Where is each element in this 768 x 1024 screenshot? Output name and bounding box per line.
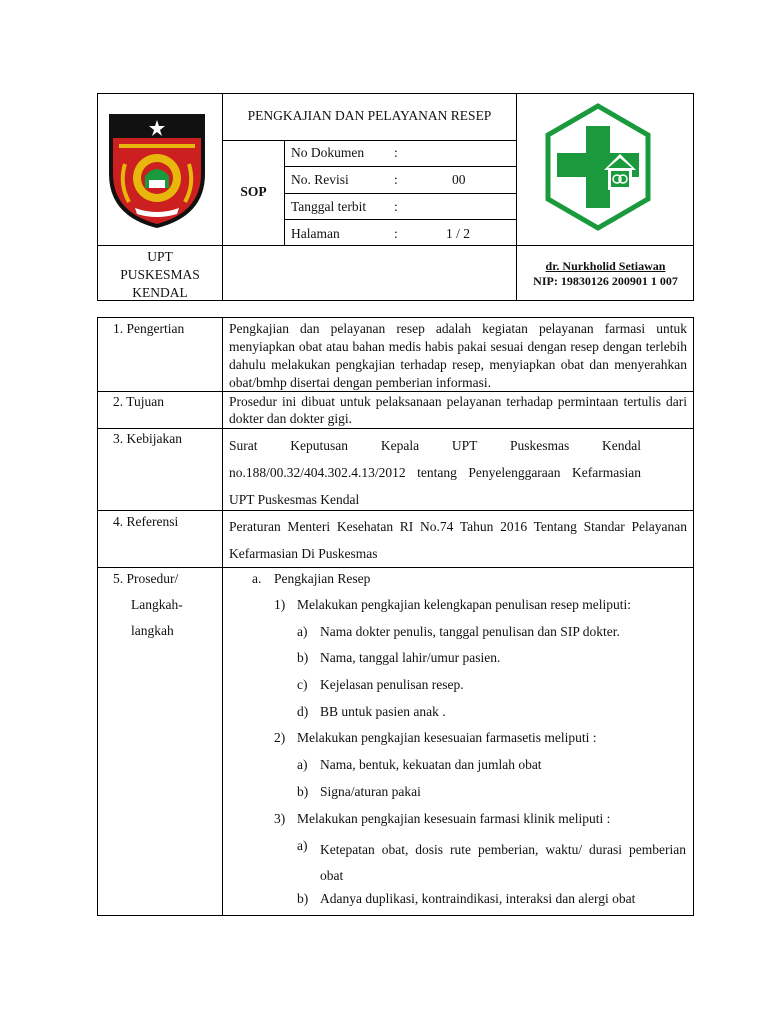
field-no-dokumen-colon: :	[394, 145, 398, 160]
section-label-referensi: 4. Referensi	[113, 514, 179, 529]
field-tanggal-terbit-colon: :	[394, 199, 398, 214]
substep-marker: b)	[297, 650, 309, 665]
substep-marker: a)	[297, 624, 308, 639]
field-no-revisi-colon: :	[394, 172, 398, 187]
section-label-tujuan: 2. Tujuan	[113, 394, 165, 409]
kendal-regency-logo	[105, 104, 209, 230]
step-text: Melakukan pengkajian kelengkapan penulisan resep meliputi:	[297, 597, 632, 612]
document-title: PENGKAJIAN DAN PELAYANAN RESEP	[247, 108, 492, 123]
procedure-a-title: Pengkajian Resep	[274, 571, 371, 586]
section-text-kebijakan: Surat Keputusan Kepala UPT Puskesmas Kendal no.188/00.32/404.302.4.13/2012 tentang Penyelenggaraan Kefarmasian UPT Puskesmas Kendal	[229, 438, 641, 507]
procedure-a-marker: a.	[252, 571, 262, 586]
step-text: Melakukan pengkajian kesesuaian farmasetis meliputi :	[297, 730, 597, 745]
substep-text: Nama, bentuk, kekuatan dan jumlah obat	[320, 757, 542, 772]
field-halaman-value: 1 / 2	[446, 226, 471, 241]
substep-text: Nama dokter penulis, tanggal penulisan dan SIP dokter.	[320, 624, 620, 639]
puskesmas-logo	[542, 102, 654, 232]
substep-text: Nama, tanggal lahir/umur pasien.	[320, 650, 501, 665]
section-text-referensi: Peraturan Menteri Kesehatan RI No.74 Tahun 2016 Tentang Standar Pelayanan Kefarmasian Di Puskesmas	[229, 519, 687, 561]
field-no-dokumen-label: No Dokumen	[291, 145, 365, 160]
field-no-revisi-label: No. Revisi	[291, 172, 349, 187]
section-label-prosedur-1: 5. Prosedur/	[113, 571, 179, 586]
substep-text: Ketepatan obat, dosis rute pemberian, waktu/ durasi pemberian obat	[320, 842, 686, 883]
org-name-line1: UPT	[147, 249, 173, 264]
field-halaman-colon: :	[394, 226, 398, 241]
step-marker: 1)	[274, 597, 286, 612]
substep-marker: c)	[297, 677, 308, 692]
substep-marker: a)	[297, 838, 308, 853]
step-text: Melakukan pengkajian kesesuain farmasi klinik meliputi :	[297, 811, 611, 826]
substep-marker: a)	[297, 757, 308, 772]
section-text-tujuan: Prosedur ini dibuat untuk pelaksanaan pelayanan terhadap permintaan tertulis dari dokter dan dokter gigi.	[229, 394, 687, 426]
section-label-prosedur-2: Langkah-	[131, 597, 183, 612]
signer-nip: NIP: 19830126 200901 1 007	[533, 274, 678, 288]
step-marker: 3)	[274, 811, 286, 826]
section-label-kebijakan: 3. Kebijakan	[113, 431, 182, 446]
step-marker: 2)	[274, 730, 286, 745]
org-name-line3: KENDAL	[132, 285, 188, 300]
substep-text: Kejelasan penulisan resep.	[320, 677, 464, 692]
section-label-prosedur-3: langkah	[131, 623, 174, 638]
substep-text: Signa/aturan pakai	[320, 784, 421, 799]
substep-marker: b)	[297, 891, 309, 906]
section-text-pengertian: Pengkajian dan pelayanan resep adalah kegiatan pelayanan farmasi untuk menyiapkan obat atau bahan medis habis pakai sesuai dengan resep dengan terlebih dahulu melakukan pengkajian terhadap resep, menyiapkan obat dan menyerahkan obat/bmhp disertai dengan pemberian informasi.	[229, 321, 687, 390]
signer-name: dr. Nurkholid Setiawan	[545, 259, 666, 273]
substep-text: Adanya duplikasi, kontraindikasi, interaksi dan alergi obat	[320, 891, 636, 906]
section-label-pengertian: 1. Pengertian	[113, 321, 185, 336]
substep-text: BB untuk pasien anak .	[320, 704, 446, 719]
substep-marker: b)	[297, 784, 309, 799]
sop-label: SOP	[240, 184, 267, 199]
field-no-revisi-value: 00	[452, 172, 466, 187]
field-tanggal-terbit-label: Tanggal terbit	[291, 199, 367, 214]
field-halaman-label: Halaman	[291, 226, 340, 241]
substep-marker: d)	[297, 704, 309, 719]
org-name-line2: PUSKESMAS	[120, 267, 200, 282]
